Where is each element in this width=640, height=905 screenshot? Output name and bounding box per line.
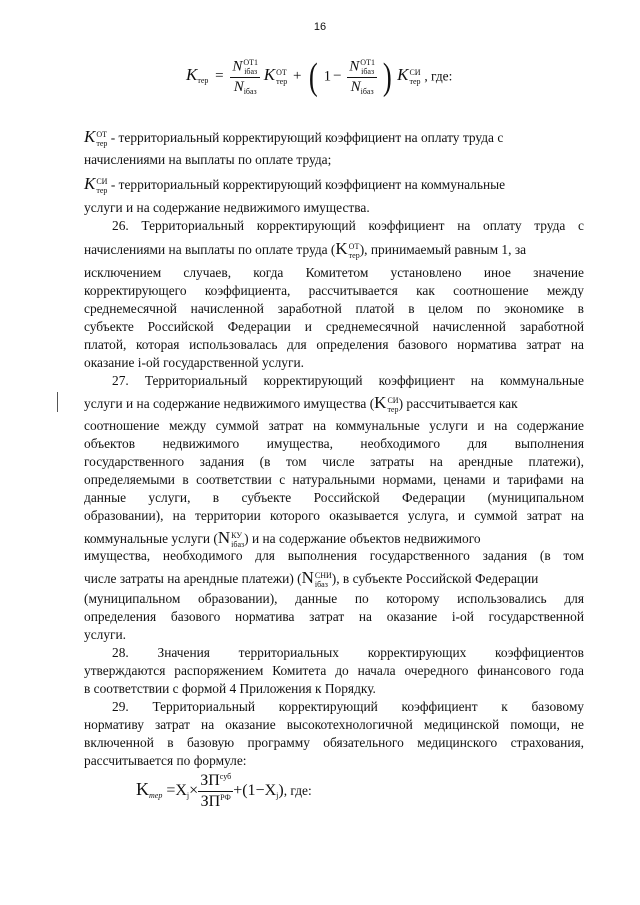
p27-ky-sub: iбаз (231, 539, 245, 549)
f2-plus-sub: j (276, 791, 279, 801)
p26-l2a: начислениями на выплаты по оплате труда ( (84, 242, 336, 257)
p27-line-12: (муниципальном образовании), данные по которому использовались для (84, 591, 584, 606)
def-ot-sup: ОТ (96, 129, 108, 139)
k-ot-sup: ОТ (276, 68, 287, 77)
margin-mark (57, 392, 58, 412)
p26-line-1: 26. Территориальный корректирующий коэффициент на оплату труда с (112, 218, 584, 233)
p27-line-4: объектов недвижимого имущества, необходимого для выполнения (84, 436, 584, 451)
def-si-text-1: - территориальный корректирующий коэффициент на коммунальные (110, 177, 506, 192)
p26-line-2 (84, 241, 584, 260)
def-si-indices (96, 177, 107, 195)
formula-lhs-symbol: K (186, 65, 198, 85)
n-ot-symbol: N (232, 58, 243, 75)
p26-line-7: платой, которая использовалась для определения базового норматива затрат на (84, 337, 584, 352)
p27-line-5: государственного задания (в том числе затраты на арендные платежи), (84, 454, 584, 469)
p27-line-3: соотношение между суммой затрат на коммунальные услуги и на содержание (84, 418, 584, 433)
def-si-symbol: K (84, 174, 96, 193)
n-base-symbol: N (233, 79, 244, 95)
p27-line-9 (84, 530, 584, 549)
p28-line-2: утверждаются распоряжением Комитета до начала очередного финансового года (84, 663, 584, 678)
def-ot-sub: тер (96, 138, 108, 148)
f2-num: ЗП (200, 772, 220, 789)
p26-indices (349, 242, 360, 260)
p26-line-4: корректирующего коэффициента, рассчитывается как соотношение между (84, 283, 584, 298)
formula-where: , где: (424, 68, 453, 84)
f2-lhs-sub: тер (149, 791, 163, 801)
f2-lhs: K (136, 779, 149, 800)
p27-line-10: имущества, необходимого для выполнения государственного задания (в том (84, 548, 584, 563)
n-ot-sub-2: iбаз (361, 67, 375, 76)
p27-l11b: ), в субъекте Российской Федерации (331, 571, 539, 586)
f2-plus-part: +(1−X (233, 782, 277, 800)
definition-k-si-line2: услуги и на содержание недвижимого имущества. (84, 200, 370, 215)
n-base-sub: iбаз (243, 87, 257, 96)
f2-x-sub: j (186, 791, 190, 801)
definition-k-ot-line2: начислениями на выплаты по оплате труда; (84, 152, 332, 167)
f2-close: ) (278, 782, 284, 800)
p29-line-2: нормативу затрат на оказание высокотехнологичной медицинской помощи, не (84, 717, 584, 732)
def-si-sub: тер (96, 185, 108, 195)
p28-line-1: 28. Значения территориальных корректирующих коэффициентов (112, 645, 584, 660)
p27-ky-indices (231, 531, 244, 549)
n-ot-sup: ОТ1 (243, 58, 259, 67)
def-si-sup: СИ (96, 176, 108, 186)
k-ot-symbol: K (263, 65, 276, 85)
fraction-ot (230, 58, 260, 96)
n-base-symbol-2: N (350, 79, 361, 95)
p26-line-5: среднемесячной начисленной заработной платой в целом по экономике в (84, 301, 584, 316)
f2-times: × (189, 782, 199, 800)
definition-k-si (84, 176, 584, 195)
k-si-sub: тер (409, 77, 421, 86)
def-ot-indices (96, 130, 107, 148)
f2-den-sup: РФ (220, 793, 231, 802)
k-ot-sub: тер (276, 77, 288, 86)
n-base-sub-2: iбаз (360, 87, 374, 96)
p27-l11a: числе затраты на арендные платежи) ( (84, 571, 302, 586)
p27-line-7: данные услуги, в субъекте Российской Федерации (муниципальном (84, 490, 584, 505)
p27-indices (387, 396, 398, 414)
f2-where: , где: (283, 783, 312, 799)
n-ot-sup-2: ОТ1 (360, 58, 375, 67)
f2-fraction (198, 772, 233, 811)
p27-line-1: 27. Территориальный корректирующий коэффициент на коммунальные (112, 373, 584, 388)
p27-l9a: коммунальные услуги ( (84, 531, 218, 546)
formula-lhs-subscript: тер (197, 76, 209, 86)
k-si-symbol: K (397, 65, 409, 85)
p27-line-11 (84, 570, 584, 589)
p26-line-8: оказание i-ой государственной услуги. (84, 355, 304, 370)
p27-line-2 (84, 395, 584, 414)
p27-sni-sub: iбаз (314, 579, 328, 589)
k-si-indices (409, 68, 420, 86)
page-number: 16 (313, 21, 327, 33)
p27-sub: тер (387, 404, 399, 414)
p26-sub: тер (348, 250, 360, 260)
p27-sup: СИ (387, 395, 399, 405)
p26-line-6: субъекте Российской Федерации и среднемесячной начисленной заработной (84, 319, 584, 334)
p27-sni-sup: СНИ (314, 570, 332, 580)
p29-line-4: рассчитывается по формуле: (84, 753, 247, 768)
p29-line-3: включенной в базовую программу обязательного медицинского страхования, (84, 735, 584, 750)
p27-ky-sup: КУ (231, 530, 242, 540)
f2-den: ЗП (200, 793, 221, 810)
definition-k-ot (84, 129, 584, 148)
p27-line-13: определения базового норматива затрат на оказание i-ой государственной (84, 609, 584, 624)
p26-sup: ОТ (348, 241, 360, 251)
p27-line-8: образовании), на территории которого оказывается услуга, и суммой затрат на (84, 508, 584, 523)
fraction-ot-second (347, 58, 377, 96)
p27-l2a: услуги и на содержание недвижимого имущества ( (84, 396, 375, 411)
p26-line-3: исключением случаев, когда Комитетом установлено иное значение (84, 265, 584, 280)
def-ot-symbol: K (84, 127, 96, 146)
p28-line-3: в соответствии с формой 4 Приложения к Порядку. (84, 681, 376, 696)
formula-one: 1 (323, 68, 332, 85)
p27-l2b: ) рассчитывается как (398, 396, 518, 411)
f2-num-sup: суб (219, 772, 232, 781)
p27-sni-indices (315, 571, 332, 589)
k-si-sup: СИ (409, 68, 421, 77)
n-ot-indices-2 (360, 58, 375, 76)
n-ot-symbol-2: N (349, 58, 360, 75)
formula-k-ter: $K_{тер}$ = N ОТ1 iбаз $N_{iбаз}$ K ОТ тер + ( 1 − N ОТ1 iбаз $N_{iбаз}$ ) K СИ тер , где: (186, 56, 453, 98)
p27-line-6: определяемыми в соответствии с натуральными нормами, ценами и тарифами на (84, 472, 584, 487)
p26-symbol: K (335, 239, 348, 258)
p27-symbol: K (374, 393, 387, 412)
k-ot-indices (276, 68, 287, 86)
def-ot-text-1: - территориальный корректирующий коэффициент на оплату труда с (110, 130, 504, 145)
f2-eq: = (166, 782, 176, 800)
n-ot-indices (243, 58, 258, 76)
p27-line-14: услуги. (84, 627, 127, 642)
formula-k-ter-vmp (136, 772, 312, 811)
p26-l2b: ), принимаемый равным 1, за (359, 242, 527, 257)
p27-ky-symbol: N (217, 528, 231, 547)
p29-line-1: 29. Территориальный корректирующий коэффициент к базовому (112, 699, 584, 714)
p27-l9b: ) и на содержание объектов недвижимого (244, 531, 481, 546)
p27-sni-symbol: N (301, 568, 314, 587)
n-ot-sub: iбаз (244, 67, 258, 76)
f2-x: X (175, 782, 187, 800)
